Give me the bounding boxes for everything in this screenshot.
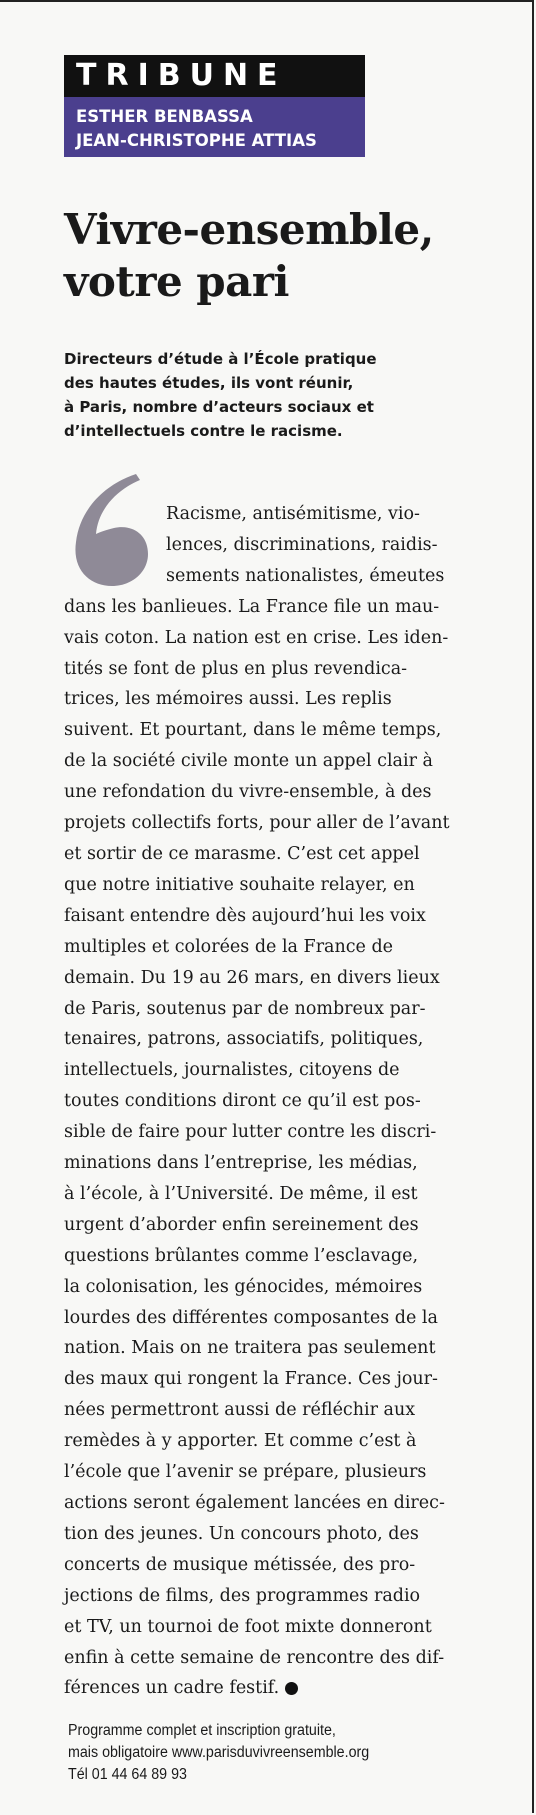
body-line: férences un cadre festif.	[64, 1673, 504, 1704]
body-line: suivent. Et pourtant, dans le même temps,	[64, 720, 442, 741]
body-line: et TV, un tournoi de foot mixte donneront	[64, 1616, 432, 1637]
author-box	[64, 97, 365, 157]
standfirst-line: des hautes études, ils vont réunir,	[64, 374, 354, 392]
body-line: intellectuels, journalistes, citoyens de	[64, 1060, 400, 1081]
body-line: que notre initiative souhaite relayer, en	[64, 874, 415, 895]
headline-line: Vivre-ensemble,	[64, 205, 434, 254]
standfirst-line: à Paris, nombre d’acteurs sociaux et	[64, 398, 374, 416]
footer-line: Tél 01 44 64 89 93	[68, 1766, 187, 1783]
body-line: toutes conditions diront ce qu’il est pos-	[64, 1091, 421, 1112]
body-line: dans les banlieues. La France file un mau-	[64, 596, 440, 617]
end-mark-icon	[285, 1682, 298, 1695]
body-line: tités se font de plus en plus revendica-	[64, 658, 408, 679]
body-line: multiples et colorées de la France de	[64, 936, 394, 957]
body-line: faisant entendre dès aujourd’hui les voix	[64, 905, 426, 926]
author-name: JEAN-CHRISTOPHE ATTIAS	[76, 131, 317, 150]
standfirst	[64, 347, 494, 443]
body-line: sible de faire pour lutter contre les discri-	[64, 1122, 437, 1143]
body-line: lences, discriminations, raidis-	[166, 534, 438, 555]
body-line: trices, les mémoires aussi. Les replis	[64, 689, 392, 710]
body-line: jections de films, des programmes radio	[64, 1585, 421, 1606]
body-line: nation. Mais on ne traitera pas seulement	[64, 1338, 436, 1359]
body-line: de la société civile monte un appel clair à	[64, 751, 433, 772]
body-line: remèdes à y apporter. Et comme c’est à	[64, 1431, 417, 1452]
footer-line: Programme complet et inscription gratuite,	[68, 1722, 336, 1739]
headline	[64, 204, 434, 308]
body-line: tenaires, patrons, associatifs, politiques,	[64, 1029, 424, 1050]
article-body	[64, 499, 504, 1704]
body-line: l’école que l’avenir se prépare, plusieurs	[64, 1462, 427, 1483]
body-line: enfin à cette semaine de rencontre des dif-	[64, 1647, 445, 1668]
headline-line: votre pari	[64, 257, 289, 306]
body-line: lourdes des différentes composantes de la	[64, 1307, 438, 1328]
body-line: et sortir de ce marasme. C’est cet appel	[64, 843, 420, 864]
body-line: urgent d’aborder enfin sereinement des	[64, 1214, 419, 1235]
standfirst-line: d’intellectuels contre le racisme.	[64, 422, 343, 440]
body-line: à l’école, à l’Université. De même, il est	[64, 1183, 418, 1204]
body-line: de Paris, soutenus par de nombreux par-	[64, 998, 426, 1019]
body-line: vais coton. La nation est en crise. Les iden-	[64, 627, 449, 648]
footer-info	[68, 1720, 369, 1786]
rubric-title: TRIBUNE	[64, 55, 365, 97]
body-line: concerts de musique métissée, des pro-	[64, 1554, 416, 1575]
body-line: projets collectifs forts, pour aller de l’avant	[64, 813, 450, 834]
body-line: minations dans l’entreprise, les médias,	[64, 1153, 418, 1174]
body-line: nées permettront aussi de réfléchir aux	[64, 1400, 416, 1421]
body-line: demain. Du 19 au 26 mars, en divers lieux	[64, 967, 440, 988]
body-line: actions seront également lancées en direc-	[64, 1493, 445, 1513]
body-line: une refondation du vivre-ensemble, à des	[64, 782, 432, 803]
rubric-block	[64, 55, 365, 157]
body-line: tion des jeunes. Un concours photo, des	[64, 1523, 419, 1544]
footer-line: mais obligatoire www.parisduvivreensemble.org	[68, 1744, 370, 1761]
body-line: la colonisation, les génocides, mémoires	[64, 1276, 423, 1297]
standfirst-line: Directeurs d’étude à l’École pratique	[64, 350, 377, 368]
author-name: ESTHER BENBASSA	[76, 107, 253, 126]
body-line: des maux qui rongent la France. Ces jour-	[64, 1369, 438, 1390]
body-line: questions brûlantes comme l’esclavage,	[64, 1245, 419, 1266]
body-line: sements nationalistes, émeutes	[166, 565, 445, 586]
body-line: Racisme, antisémitisme, vio-	[166, 504, 420, 524]
